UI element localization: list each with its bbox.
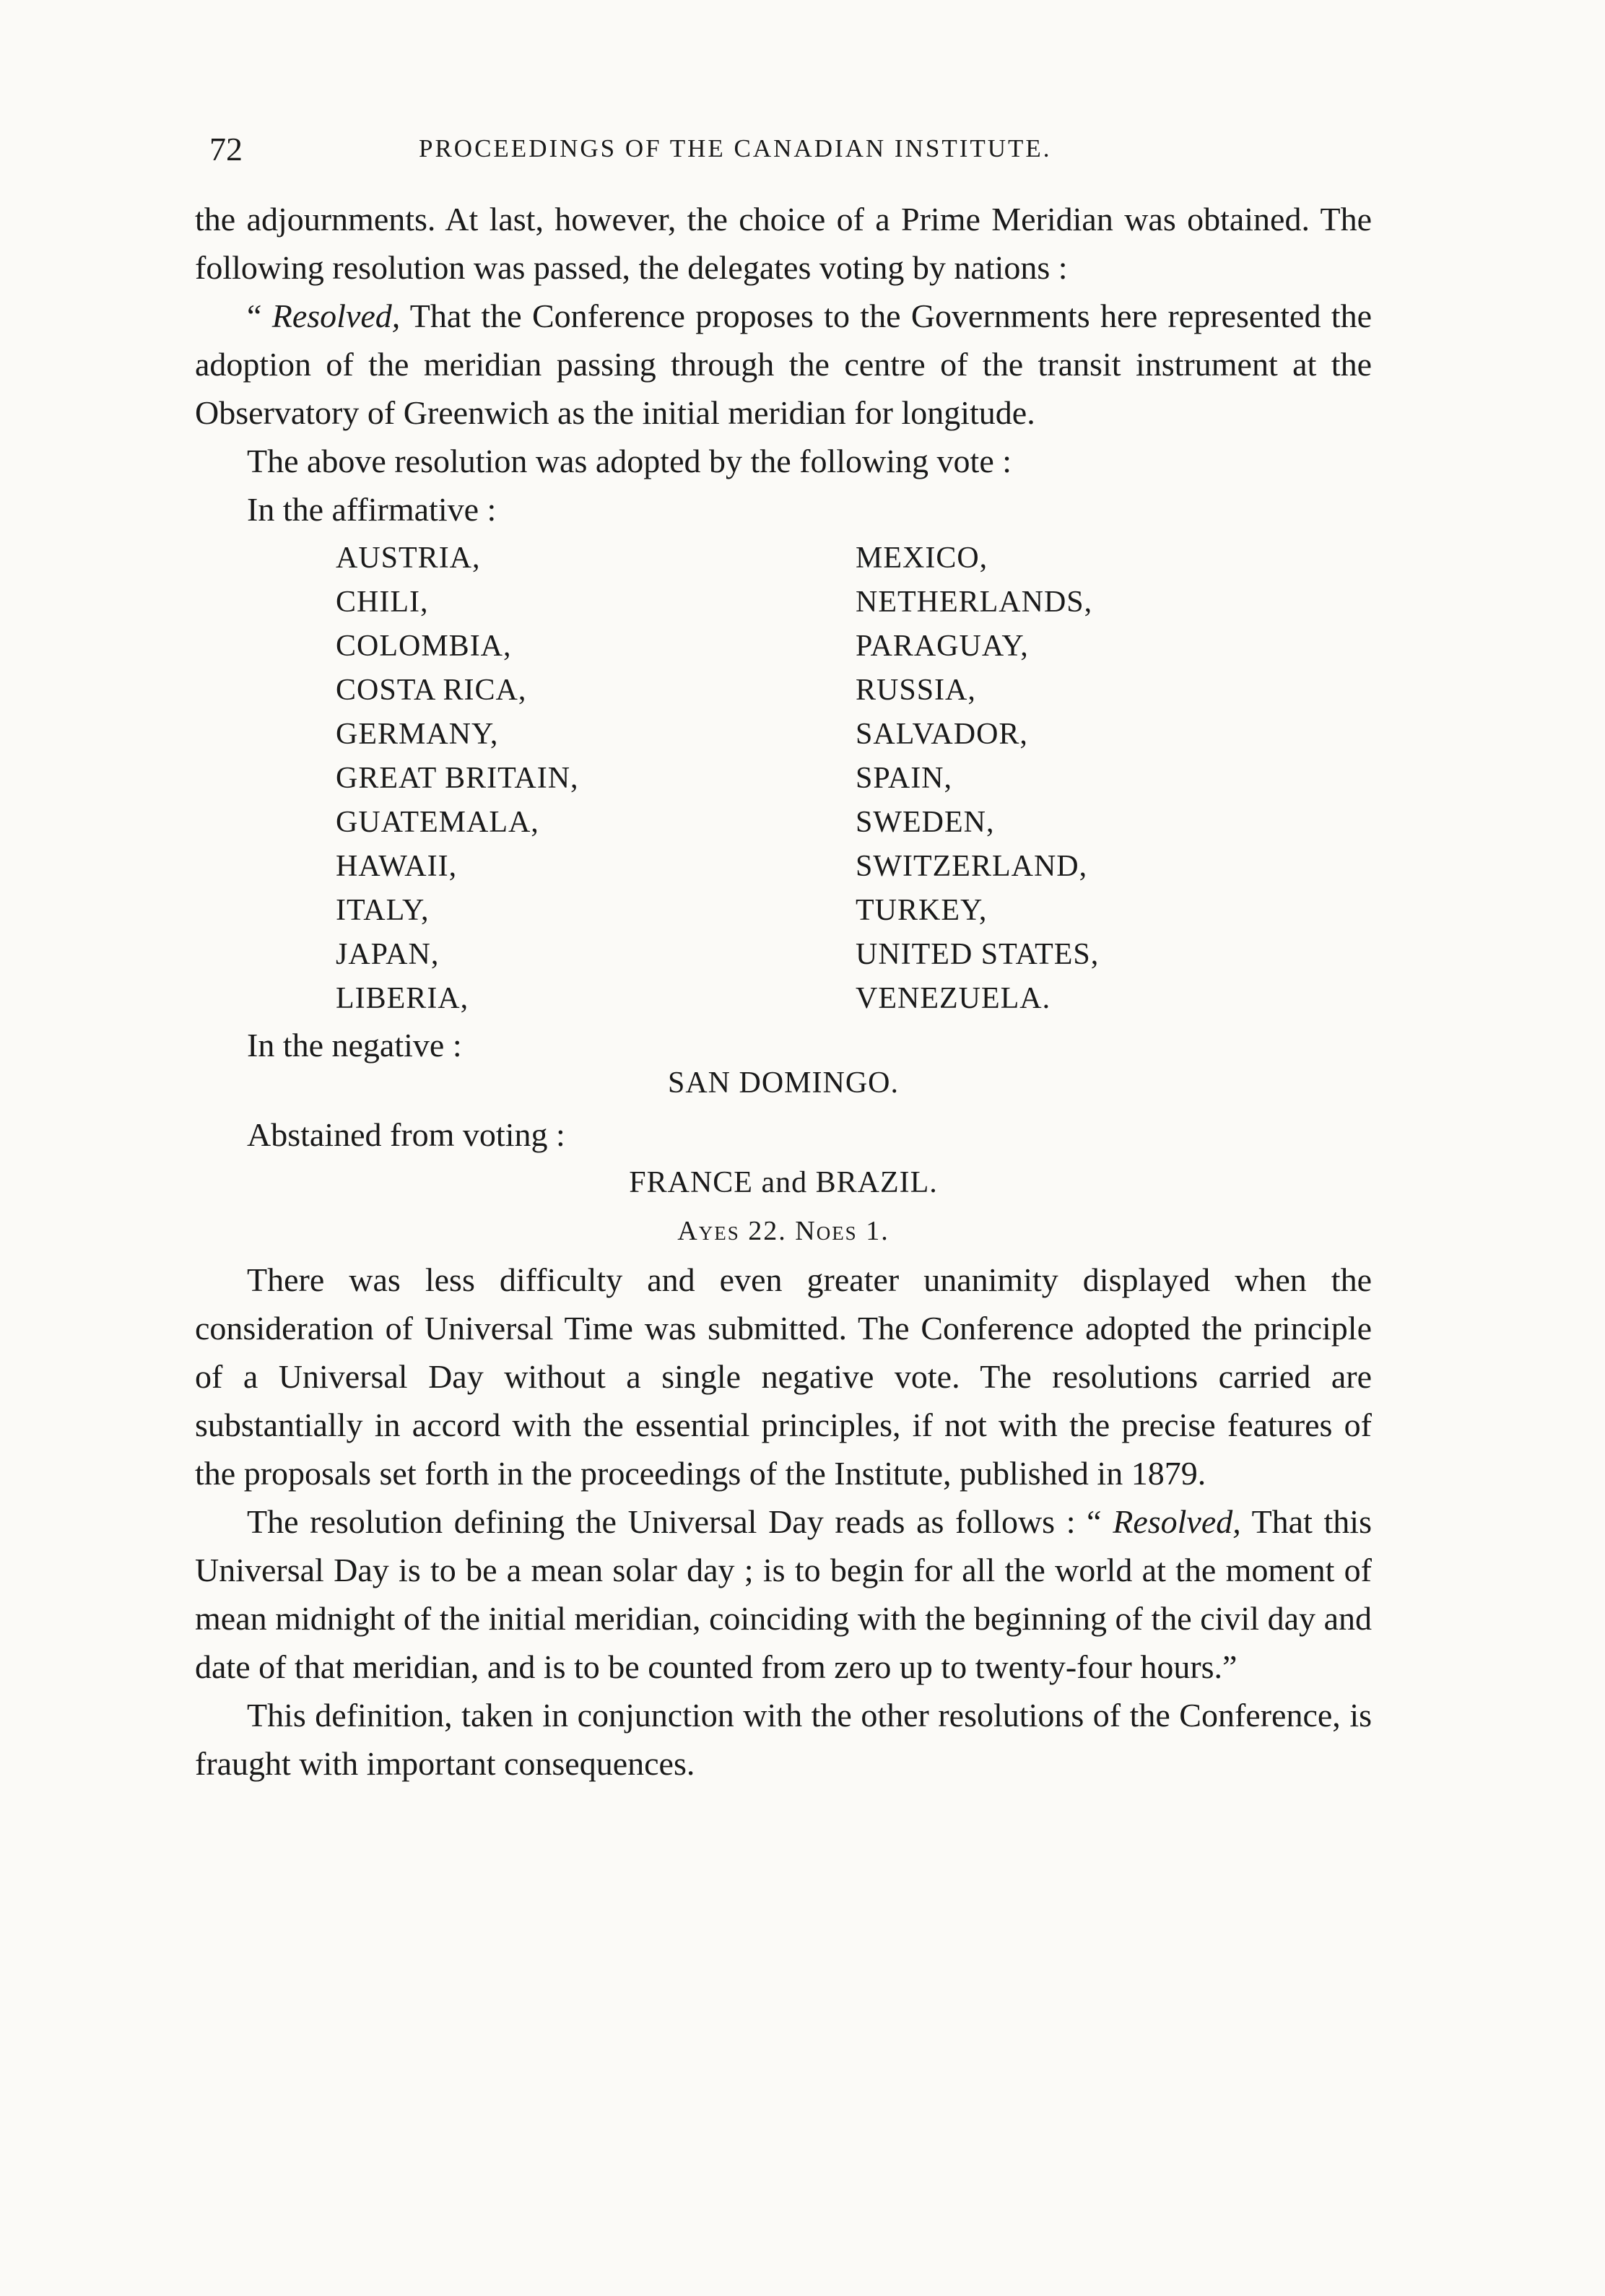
country-item: GREAT BRITAIN, xyxy=(336,762,579,795)
country-item: COSTA RICA, xyxy=(336,674,527,707)
universal-day-body: That this Universal Day is to be a mean solar day ; is to begin for all the world at the moment of mean midnight of the initial meridian, coinciding with the beginning of the civil day and date of that meridian, and is to be counted from zero up to twenty-four hours.” xyxy=(195,1503,1372,1685)
country-item: GUATEMALA, xyxy=(336,806,539,839)
affirmative-column-right xyxy=(856,536,1217,1021)
country-item: TURKEY, xyxy=(856,894,988,927)
paragraph-resolution xyxy=(195,292,1372,437)
country-item: HAWAII, xyxy=(336,850,458,883)
affirmative-country-list xyxy=(336,536,1372,1021)
affirmative-label: In the affirmative : xyxy=(247,491,497,528)
paragraph-universal-time: There was less difficulty and even greater unanimity displayed when the consideration of Universal Time was submitted. The Conference adopted the principle of a Universal Day without a single negative vote. The resolutions carried are substantially in accord with the essential principles, if not with the precise features of the proposals set forth in the proceedings of the Institute, published in 1879. xyxy=(195,1261,1372,1492)
paragraph-intro: the adjournments. At last, however, the choice of a Prime Meridian was obtained. The following resolution was passed, the delegates voting by nations : xyxy=(195,201,1372,286)
country-item: LIBERIA, xyxy=(336,982,469,1015)
country-item: RUSSIA, xyxy=(856,674,976,707)
resolution-body: That the Conference proposes to the Governments here represented the adoption of the meridian passing through the centre of the transit instrument at the Observatory of Greenwich as the initial meridian for longitude. xyxy=(195,297,1372,431)
country-item: VENEZUELA. xyxy=(856,982,1051,1015)
country-item: SWEDEN, xyxy=(856,806,995,839)
country-item: UNITED STATES, xyxy=(856,938,1100,971)
negative-label: In the negative : xyxy=(247,1027,462,1064)
paragraph-definition: This definition, taken in conjunction with the other resolutions of the Conference, is fraught with important consequences. xyxy=(195,1697,1372,1782)
resolved-word-2: Resolved, xyxy=(1113,1503,1241,1540)
vote-intro: The above resolution was adopted by the following vote : xyxy=(247,443,1012,479)
country-item: AUSTRIA, xyxy=(336,542,481,575)
country-item: JAPAN, xyxy=(336,938,440,971)
affirmative-column-left xyxy=(336,536,856,1021)
body-text xyxy=(195,195,1372,1788)
negative-country: SAN DOMINGO. xyxy=(667,1066,899,1100)
country-item: SPAIN, xyxy=(856,762,953,795)
country-item: ITALY, xyxy=(336,894,430,927)
abstained-countries: FRANCE and BRAZIL. xyxy=(629,1166,938,1199)
abstained-label: Abstained from voting : xyxy=(247,1116,565,1153)
paragraph-universal-day xyxy=(195,1497,1372,1691)
country-item: PARAGUAY, xyxy=(856,630,1029,663)
country-item: GERMANY, xyxy=(336,718,499,751)
country-item: CHILI, xyxy=(336,586,429,619)
country-item: NETHERLANDS, xyxy=(856,586,1093,619)
vote-tally: Ayes 22. Noes 1. xyxy=(677,1216,890,1246)
quote-open: “ xyxy=(247,297,272,334)
page-header xyxy=(209,130,1365,173)
universal-day-lead: The resolution defining the Universal Day reads as follows : “ xyxy=(247,1503,1113,1540)
country-item: SALVADOR, xyxy=(856,718,1028,751)
running-head: PROCEEDINGS OF THE CANADIAN INSTITUTE. xyxy=(419,134,1052,162)
country-item: MEXICO, xyxy=(856,542,988,575)
resolved-word: Resolved, xyxy=(271,297,401,334)
page-number: 72 xyxy=(209,131,243,168)
country-item: SWITZERLAND, xyxy=(856,850,1088,883)
country-item: COLOMBIA, xyxy=(336,630,512,663)
